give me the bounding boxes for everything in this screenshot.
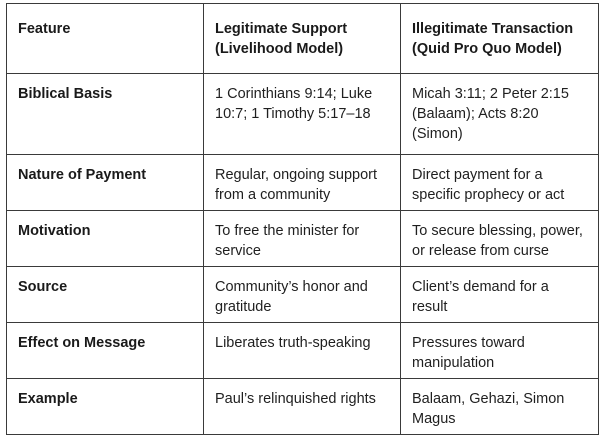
table-row xyxy=(7,323,599,379)
table-header-row xyxy=(7,4,599,74)
row-label: Biblical Basis xyxy=(7,74,204,155)
row-label: Effect on Message xyxy=(7,323,204,379)
illegitimate-cell: Pressures toward manipulation xyxy=(401,323,599,379)
illegitimate-cell: To secure blessing, power, or release from curse xyxy=(401,211,599,267)
header-feature: Feature xyxy=(7,4,204,74)
table-row xyxy=(7,211,599,267)
header-illegitimate-transaction-text: Illegitimate Transaction (Quid Pro Quo Model) xyxy=(412,21,574,57)
header-legitimate-support xyxy=(204,4,401,74)
row-label: Nature of Payment xyxy=(7,155,204,211)
header-legitimate-support-text: Legitimate Support (Livelihood Model) xyxy=(215,21,348,57)
illegitimate-cell: Micah 3:11; 2 Peter 2:15 (Balaam); Acts 8:20 (Simon) xyxy=(401,74,599,155)
legitimate-cell: Community’s honor and gratitude xyxy=(204,267,401,323)
row-label: Source xyxy=(7,267,204,323)
legitimate-cell: Liberates truth-speaking xyxy=(204,323,401,379)
legitimate-cell: To free the minister for service xyxy=(204,211,401,267)
comparison-table xyxy=(6,3,599,435)
table-row xyxy=(7,379,599,435)
table-row xyxy=(7,155,599,211)
header-illegitimate-transaction xyxy=(401,4,599,74)
table-row xyxy=(7,74,599,155)
legitimate-cell: 1 Corinthians 9:14; Luke 10:7; 1 Timothy 5:17–18 xyxy=(204,74,401,155)
illegitimate-cell: Direct payment for a specific prophecy or act xyxy=(401,155,599,211)
illegitimate-cell: Balaam, Gehazi, Simon Magus xyxy=(401,379,599,435)
comparison-table-container xyxy=(6,3,598,432)
row-label: Motivation xyxy=(7,211,204,267)
legitimate-cell: Regular, ongoing support from a community xyxy=(204,155,401,211)
illegitimate-cell: Client’s demand for a result xyxy=(401,267,599,323)
row-label: Example xyxy=(7,379,204,435)
legitimate-cell: Paul’s relinquished rights xyxy=(204,379,401,435)
table-row xyxy=(7,267,599,323)
